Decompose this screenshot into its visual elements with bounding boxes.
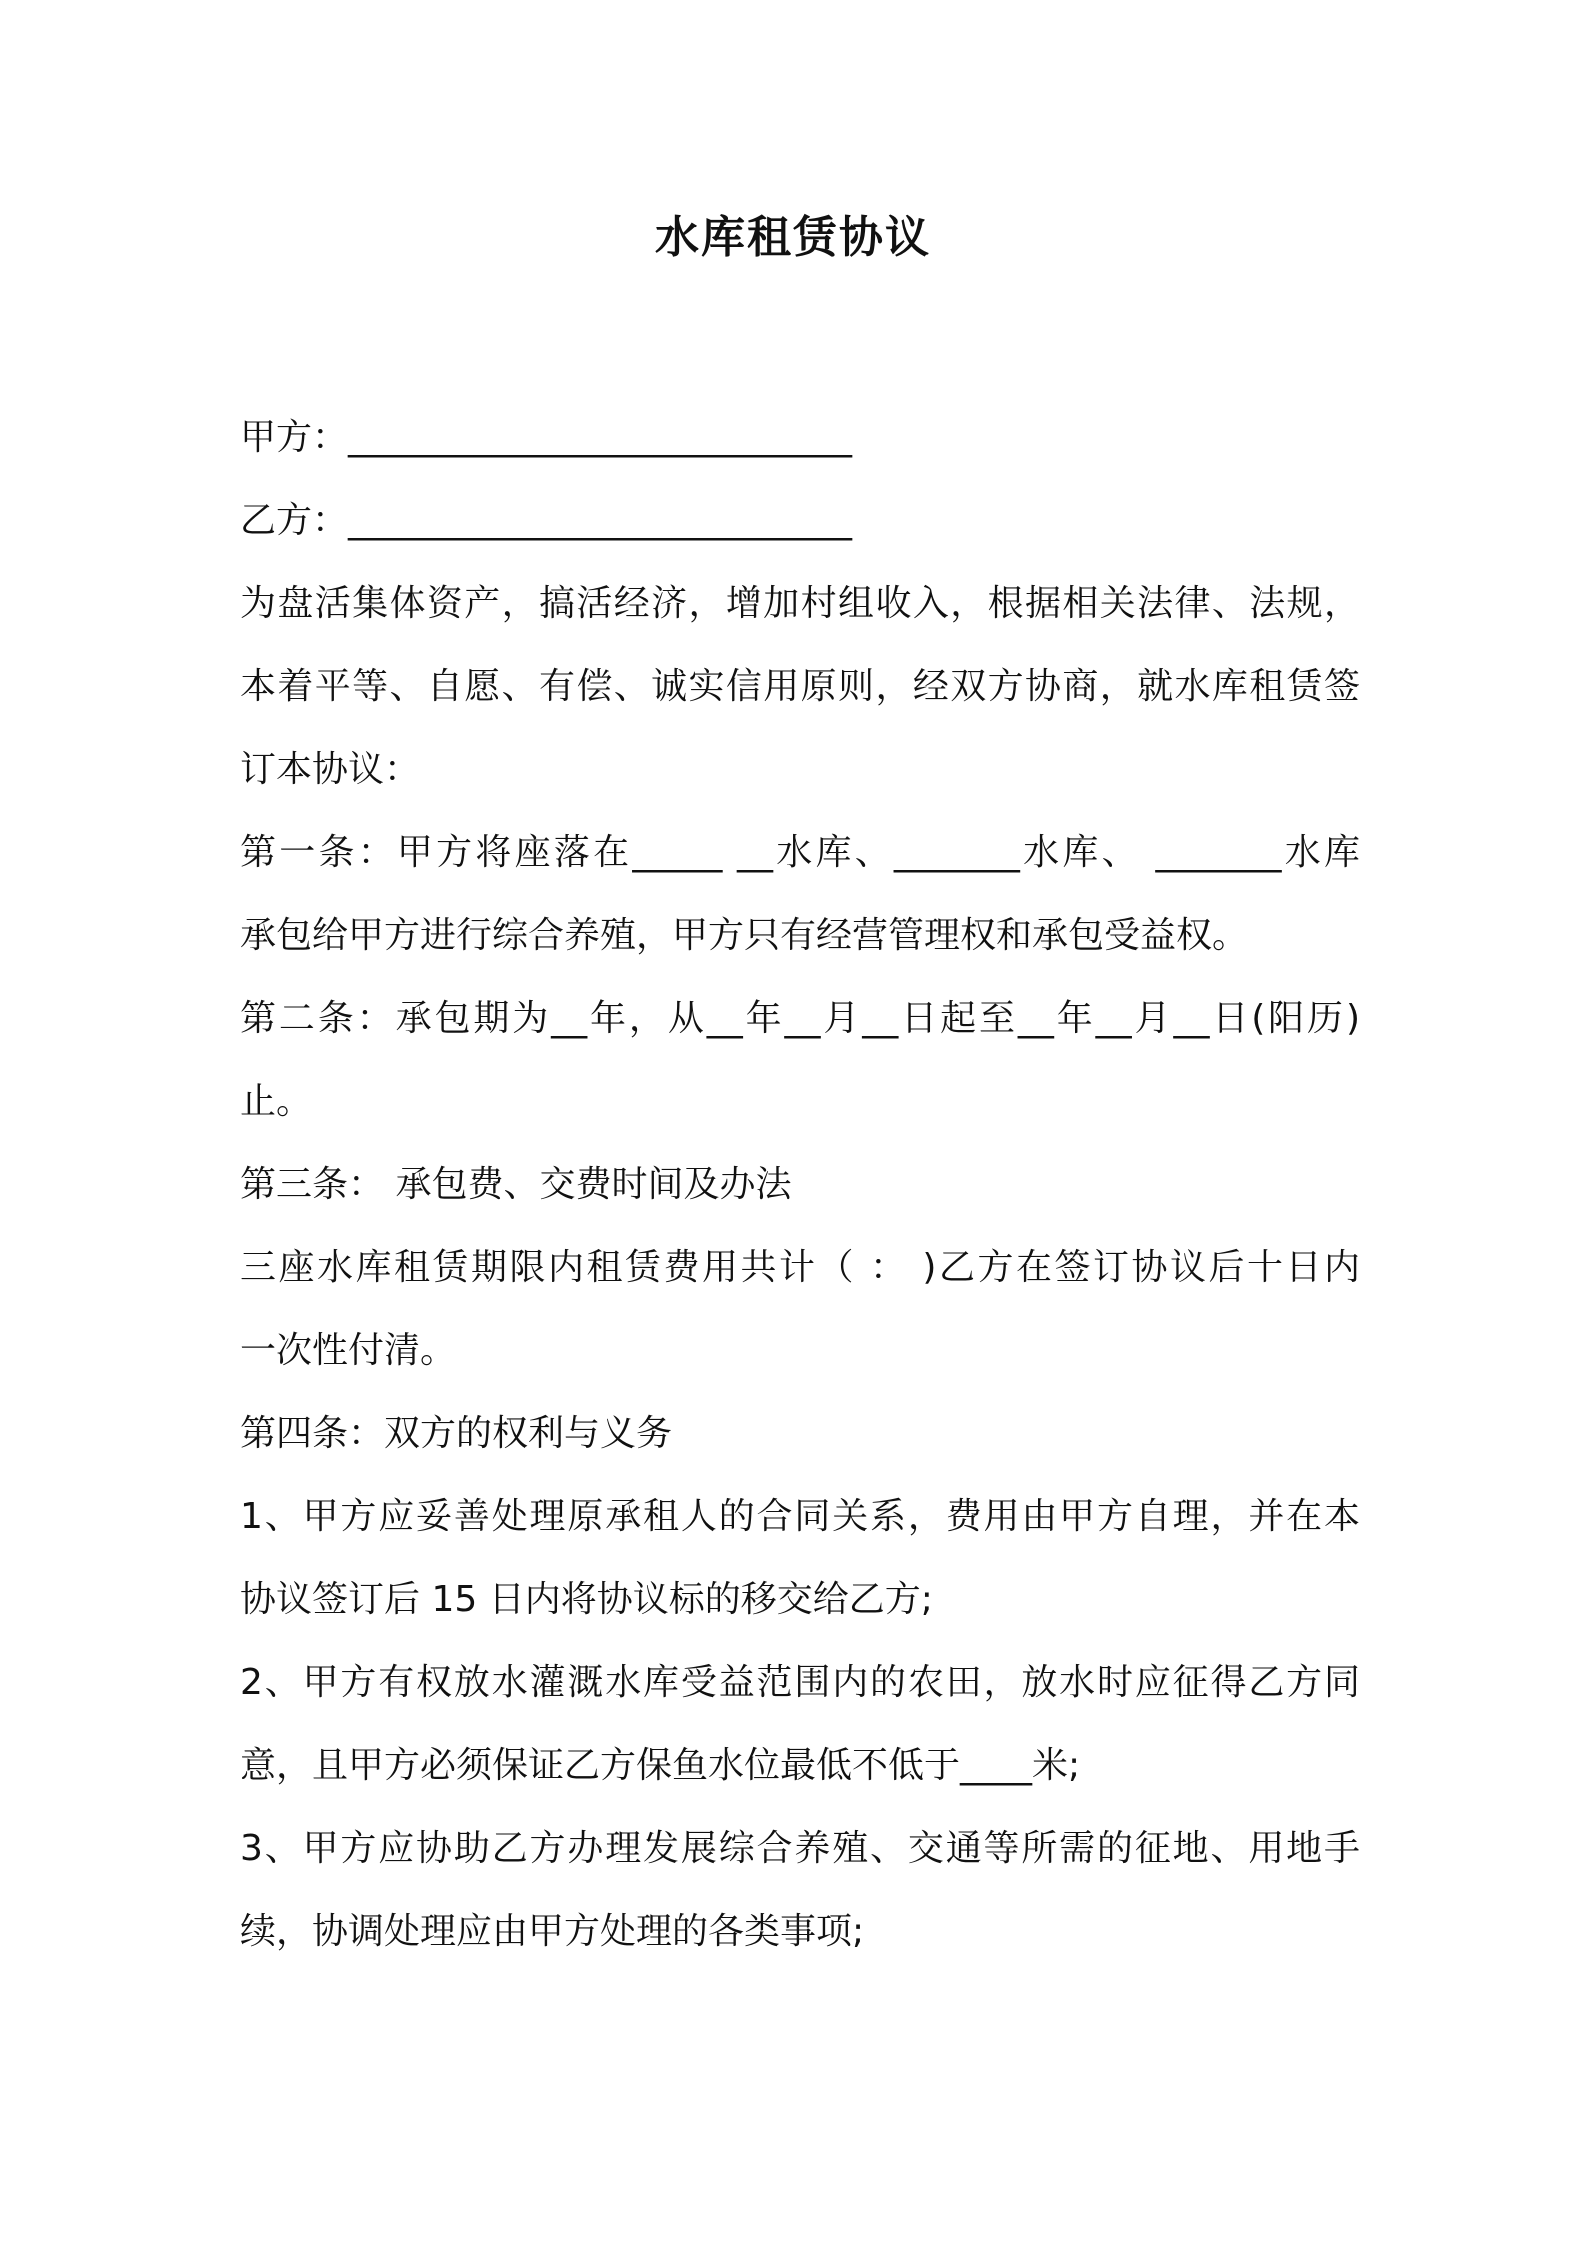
clause-1-line: 1、甲方应妥善处理原承租人的合同关系，费用由甲方自理，并在本 — [240, 1496, 1360, 1537]
preamble-line: 为盘活集体资产，搞活经济，增加村组收入，根据相关法律、法规， — [240, 583, 1360, 624]
article-1-line: 第一条：甲方将座落在_____ __水库、_______水库、 _______水库 — [240, 832, 1360, 873]
party-b-line: 乙方：____________________________ — [240, 500, 853, 541]
document-body — [240, 408, 1360, 1985]
article-2-line: 第二条：承包期为__年，从__年__月__日起至__年__月__日(阳历) — [240, 998, 1360, 1039]
article-3-heading: 第三条： 承包费、交费时间及办法 — [240, 1164, 792, 1205]
article-2-line: 止。 — [240, 1081, 313, 1122]
clause-3-line: 3、甲方应协助乙方办理发展综合养殖、交通等所需的征地、用地手 — [240, 1828, 1360, 1869]
clause-2-line: 意，且甲方必须保证乙方保鱼水位最低不低于____米; — [240, 1745, 1081, 1786]
article-3-line: 一次性付清。 — [240, 1330, 457, 1371]
document-title: 水库租赁协议 — [655, 212, 931, 263]
article-4-heading: 第四条：双方的权利与义务 — [240, 1413, 673, 1454]
clause-2-line: 2、甲方有权放水灌溉水库受益范围内的农田，放水时应征得乙方同 — [240, 1662, 1360, 1703]
clause-3-line: 续，协调处理应由甲方处理的各类事项; — [240, 1911, 865, 1952]
party-a-line: 甲方：____________________________ — [240, 417, 853, 458]
clause-1-line: 协议签订后 15 日内将协议标的移交给乙方; — [240, 1579, 933, 1620]
preamble-line: 订本协议： — [240, 749, 421, 790]
article-1-line: 承包给甲方进行综合养殖，甲方只有经营管理权和承包受益权。 — [240, 915, 1249, 956]
article-3-line: 三座水库租赁期限内租赁费用共计（ ： )乙方在签订协议后十日内 — [240, 1247, 1360, 1288]
preamble-line: 本着平等、自愿、有偿、诚实信用原则，经双方协商，就水库租赁签 — [240, 666, 1360, 707]
